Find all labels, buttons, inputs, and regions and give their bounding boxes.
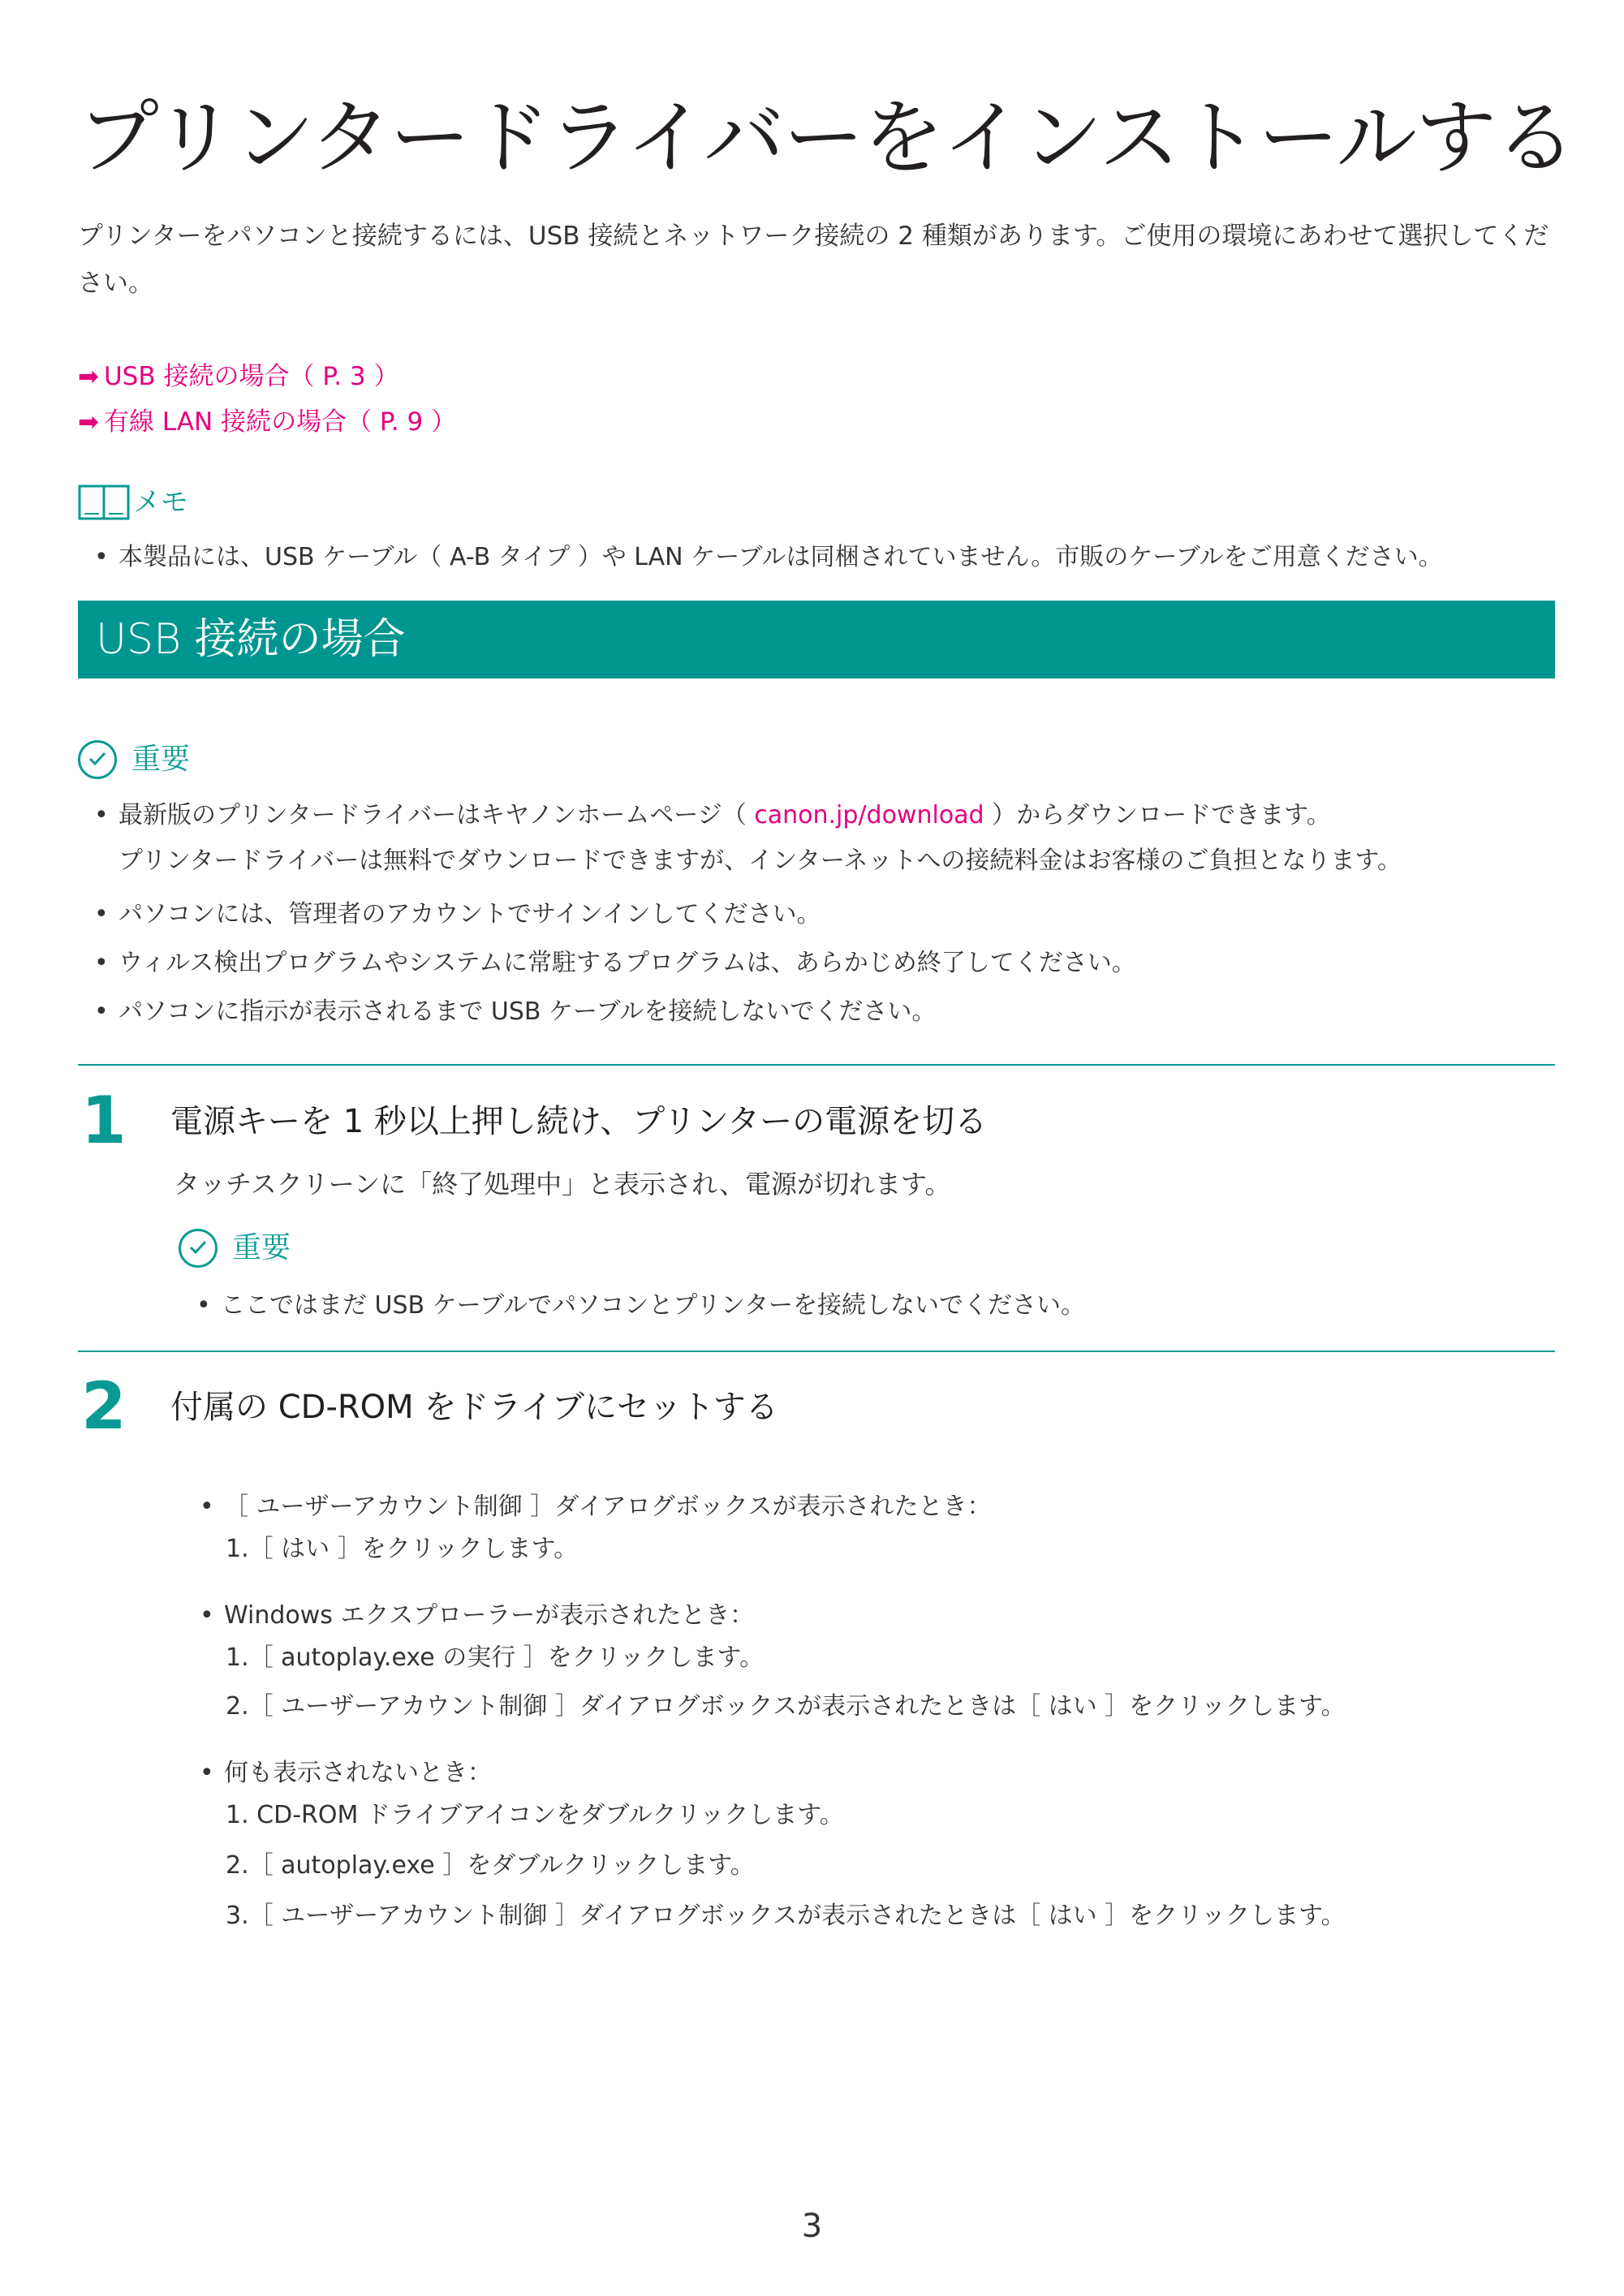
intro-paragraph: プリンターをパソコンと接続するには、USB 接続とネットワーク接続の 2 種類があります。ご使用の環境にあわせて選択してください。 [78, 222, 1549, 298]
bullet-dot: • [94, 801, 109, 829]
important-item1-before: 最新版のプリンタードライバーはキヤノンホームページ（ [118, 801, 755, 829]
case-heading [200, 1594, 754, 1638]
important-item [94, 990, 936, 1034]
bullet-dot: • [94, 900, 109, 928]
bullet-dot: • [200, 1493, 214, 1521]
important-item [94, 893, 821, 937]
important-heading-label: 重要 [131, 743, 191, 776]
link-wired-lan-label: 有線 LAN 接続の場合（ P. 9 ） [103, 407, 457, 437]
arrow-right-icon: ➡ [78, 407, 99, 437]
case-heading-text: 何も表示されないとき： [224, 1759, 492, 1787]
link-usb[interactable] [78, 360, 398, 393]
bullet-dot: • [200, 1601, 214, 1630]
section-banner [78, 601, 1555, 678]
bullet-dot: • [94, 543, 109, 571]
step-number: 1 [81, 1083, 127, 1158]
page-title: プリンタードライバーをインストールする [78, 90, 1574, 185]
memo-heading-label: メモ [133, 486, 188, 519]
canon-download-link[interactable]: canon.jp/download [754, 801, 984, 829]
book-icon [78, 485, 130, 520]
case-step: 1. CD-ROM ドライブアイコンをダブルクリックします。 [226, 1801, 844, 1829]
bullet-dot: • [94, 949, 109, 977]
step-description: タッチスクリーンに「終了処理中」と表示され、電源が切れます。 [174, 1169, 951, 1200]
link-wired-lan[interactable] [78, 406, 456, 438]
important-item3-text: ウィルス検出プログラムやシステムに常駐するプログラムは、あらかじめ終了してください。 [118, 949, 1136, 977]
bullet-dot: • [200, 1759, 214, 1787]
step1-important-heading-label: 重要 [232, 1231, 291, 1264]
step-title: 電源キーを 1 秒以上押し続け、プリンターの電源を切る [170, 1103, 988, 1140]
important-item [94, 941, 1136, 985]
memo-item-text: 本製品には、USB ケーブル（ A-B タイプ ）や LAN ケーブルは同梱されていません。市販のケーブルをご用意ください。 [118, 543, 1443, 571]
bullet-dot: • [94, 997, 109, 1026]
case-heading [200, 1485, 991, 1529]
step-number: 2 [81, 1368, 127, 1444]
case-step: 2.［ autoplay.exe ］をダブルクリックします。 [226, 1851, 755, 1880]
case-heading-text: Windows エクスプローラーが表示されたとき： [224, 1601, 755, 1630]
link-usb-label: USB 接続の場合（ P. 3 ） [103, 362, 399, 391]
case-heading-text: ［ ユーザーアカウント制御 ］ダイアログボックスが表示されたとき： [224, 1493, 992, 1521]
divider [78, 1064, 1555, 1066]
important-item1-after: ）からダウンロードできます。 [984, 801, 1331, 829]
step1-important-item [196, 1284, 1085, 1328]
case-step: 1.［ autoplay.exe の実行 ］をクリックします。 [226, 1643, 765, 1672]
arrow-right-icon: ➡ [78, 362, 99, 391]
memo-heading [78, 484, 188, 521]
section-heading: USB 接続の場合 [96, 615, 406, 664]
case-heading [200, 1751, 492, 1795]
step-title: 付属の CD-ROM をドライブにセットする [170, 1389, 778, 1426]
case-step: 2.［ ユーザーアカウント制御 ］ダイアログボックスが表示されたときは［ はい ］をクリックします。 [226, 1692, 1346, 1721]
case-step: 1.［ はい ］をクリックします。 [226, 1535, 579, 1563]
important-heading [78, 740, 190, 779]
check-circle-icon [78, 740, 117, 779]
check-circle-icon [179, 1229, 218, 1268]
important-item4-text: パソコンに指示が表示されるまで USB ケーブルを接続しないでください。 [118, 997, 937, 1026]
bullet-dot: • [196, 1291, 211, 1320]
page-number: 3 [801, 2208, 823, 2245]
divider [78, 1350, 1555, 1352]
important-item-continuation: プリンタードライバーは無料でダウンロードできますが、インターネットへの接続料金はお客様のご負担となります。 [118, 846, 1402, 875]
case-step: 3.［ ユーザーアカウント制御 ］ダイアログボックスが表示されたときは［ はい ］をクリックします。 [226, 1902, 1346, 1930]
step1-important-heading [179, 1229, 291, 1268]
memo-item [94, 536, 1443, 579]
important-item [94, 794, 1331, 838]
important-item2-text: パソコンには、管理者のアカウントでサインインしてください。 [118, 900, 821, 928]
step1-important-item-text: ここではまだ USB ケーブルでパソコンとプリンターを接続しないでください。 [221, 1291, 1085, 1320]
